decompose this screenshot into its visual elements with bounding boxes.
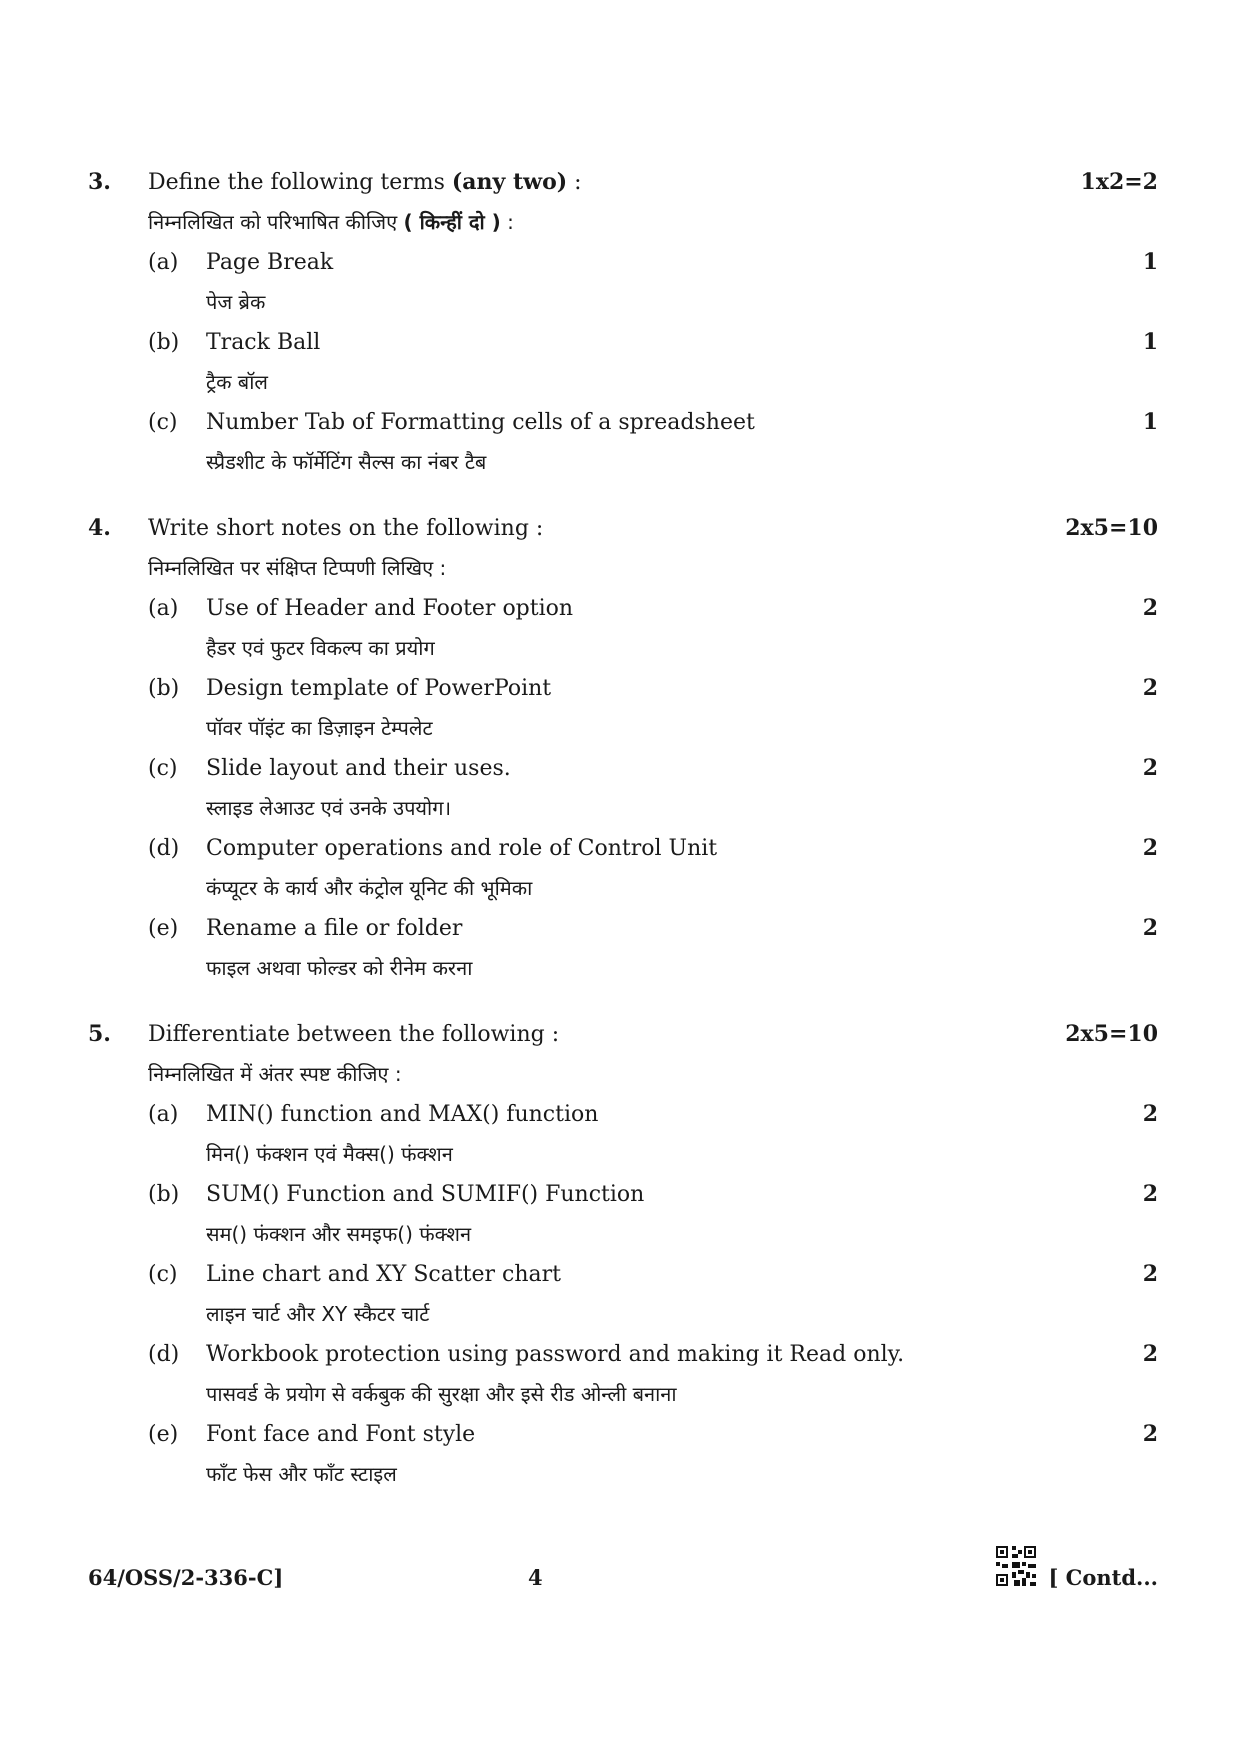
sub-question-text-en: Line chart and XY Scatter chart <box>206 1262 562 1287</box>
question-header <box>88 162 1158 202</box>
sub-question-marks: 1 <box>1142 329 1158 355</box>
sub-question <box>88 1094 1158 1134</box>
sub-question-text-en: Font face and Font style <box>206 1422 476 1447</box>
sub-question <box>88 668 1158 708</box>
sub-question-text-hi: कंप्यूटर के कार्य और कंट्रोल यूनिट की भूमिका <box>206 876 533 900</box>
sub-question-marks: 2 <box>1142 915 1158 941</box>
prompt-text: Define the following terms <box>148 170 452 195</box>
page-number: 4 <box>528 1565 543 1590</box>
sub-question-text-hi: ट्रैक बॉल <box>206 370 268 394</box>
question-5 <box>88 1014 1158 1494</box>
question-number: 4. <box>88 515 111 541</box>
sub-question-label: (c) <box>148 410 178 435</box>
question-paper-content <box>88 162 1158 1520</box>
sub-question-label: (b) <box>148 676 180 701</box>
paper-code: 64/OSS/2-336-C] <box>88 1565 284 1590</box>
sub-question-hi-row <box>88 362 1158 402</box>
question-number: 3. <box>88 169 111 195</box>
sub-question <box>88 322 1158 362</box>
question-header <box>88 508 1158 548</box>
sub-question-hi-row <box>88 868 1158 908</box>
sub-question-marks: 2 <box>1142 1261 1158 1287</box>
sub-question-label: (a) <box>148 596 179 621</box>
sub-question <box>88 828 1158 868</box>
sub-question-text-hi: पेज ब्रेक <box>206 290 266 314</box>
page-footer <box>88 1558 1158 1598</box>
sub-question-marks: 2 <box>1142 1101 1158 1127</box>
sub-question-marks: 2 <box>1142 675 1158 701</box>
question-prompt-hi-row <box>88 1054 1158 1094</box>
sub-question-hi-row <box>88 282 1158 322</box>
sub-question <box>88 242 1158 282</box>
sub-question-label: (b) <box>148 1182 180 1207</box>
question-prompt-en <box>148 162 1038 203</box>
sub-question-label: (a) <box>148 250 179 275</box>
sub-question <box>88 402 1158 442</box>
sub-question-label: (d) <box>148 1342 180 1367</box>
question-header <box>88 1014 1158 1054</box>
sub-question <box>88 1174 1158 1214</box>
sub-question-marks: 2 <box>1142 1181 1158 1207</box>
question-marks: 2x5=10 <box>1065 515 1158 541</box>
prompt-hi-emphasis: ( किन्हीं दो ) <box>403 210 501 234</box>
question-3 <box>88 162 1158 482</box>
question-prompt-hi-row <box>88 202 1158 242</box>
sub-question-hi-row <box>88 1374 1158 1414</box>
sub-question-text-hi: फाइल अथवा फोल्डर को रीनेम करना <box>206 956 473 980</box>
question-marks: 1x2=2 <box>1080 169 1158 195</box>
sub-question-text-en: Number Tab of Formatting cells of a spreadsheet <box>206 410 755 435</box>
sub-question-hi-row <box>88 708 1158 748</box>
sub-question-hi-row <box>88 1214 1158 1254</box>
question-prompt-hi <box>148 202 1158 242</box>
sub-question <box>88 1254 1158 1294</box>
sub-question-hi-row <box>88 1454 1158 1494</box>
sub-question <box>88 908 1158 948</box>
sub-question-text-hi: हैडर एवं फुटर विकल्प का प्रयोग <box>206 636 435 660</box>
sub-question-text-hi: स्प्रैडशीट के फॉर्मेटिंग सैल्स का नंबर टैब <box>206 450 487 474</box>
sub-question <box>88 1334 1158 1374</box>
sub-question-text-en: Computer operations and role of Control Unit <box>206 836 718 861</box>
sub-question-label: (e) <box>148 1422 179 1447</box>
sub-question <box>88 1414 1158 1454</box>
question-prompt-en: Write short notes on the following : <box>148 516 544 541</box>
sub-question <box>88 748 1158 788</box>
sub-question-text-hi: फाँट फेस और फाँट स्टाइल <box>206 1462 397 1486</box>
question-prompt-hi-row <box>88 548 1158 588</box>
sub-question-text-en: MIN() function and MAX() function <box>206 1102 599 1127</box>
sub-question-text-en: Workbook protection using password and making it Read only. <box>206 1342 905 1367</box>
prompt-suffix: : <box>567 170 582 195</box>
question-number: 5. <box>88 1021 111 1047</box>
sub-question-marks: 2 <box>1142 755 1158 781</box>
sub-question-text-en: SUM() Function and SUMIF() Function <box>206 1182 645 1207</box>
sub-question-text-hi: मिन() फंक्शन एवं मैक्स() फंक्शन <box>206 1142 453 1166</box>
question-prompt-en: Differentiate between the following : <box>148 1022 560 1047</box>
sub-question-marks: 2 <box>1142 595 1158 621</box>
sub-question-text-hi: सम() फंक्शन और समइफ() फंक्शन <box>206 1222 472 1246</box>
sub-question-hi-row <box>88 948 1158 988</box>
sub-question-label: (c) <box>148 1262 178 1287</box>
sub-question-text-en: Design template of PowerPoint <box>206 676 552 701</box>
sub-question-hi-row <box>88 1134 1158 1174</box>
sub-question-label: (c) <box>148 756 178 781</box>
question-prompt-hi: निम्नलिखित पर संक्षिप्त टिप्पणी लिखिए : <box>148 556 447 580</box>
question-4 <box>88 508 1158 988</box>
sub-question-text-hi: पासवर्ड के प्रयोग से वर्कबुक की सुरक्षा और इसे रीड ओन्ली बनाना <box>206 1382 677 1406</box>
sub-question-hi-row <box>88 628 1158 668</box>
sub-question-label: (e) <box>148 916 179 941</box>
sub-question-marks: 2 <box>1142 835 1158 861</box>
sub-question-text-en: Page Break <box>206 250 334 275</box>
sub-question-marks: 1 <box>1142 249 1158 275</box>
continued-marker: [ Contd... <box>1048 1565 1158 1590</box>
sub-question-label: (a) <box>148 1102 179 1127</box>
prompt-emphasis: (any two) <box>451 169 568 195</box>
question-prompt-hi: निम्नलिखित में अंतर स्पष्ट कीजिए : <box>148 1062 402 1086</box>
sub-question-text-hi: पॉवर पॉइंट का डिज़ाइन टेम्पलेट <box>206 716 433 740</box>
sub-question-marks: 1 <box>1142 409 1158 435</box>
sub-question-text-hi: स्लाइड लेआउट एवं उनके उपयोग। <box>206 796 452 820</box>
sub-question-hi-row <box>88 788 1158 828</box>
sub-question-marks: 2 <box>1142 1421 1158 1447</box>
prompt-hi-text: निम्नलिखित को परिभाषित कीजिए <box>148 210 404 234</box>
sub-question-label: (d) <box>148 836 180 861</box>
sub-question-text-en: Rename a file or folder <box>206 916 463 941</box>
sub-question-text-hi: लाइन चार्ट और XY स्कैटर चार्ट <box>206 1302 430 1326</box>
sub-question <box>88 588 1158 628</box>
prompt-hi-suffix: : <box>500 210 514 234</box>
sub-question-marks: 2 <box>1142 1341 1158 1367</box>
sub-question-text-en: Track Ball <box>206 330 321 355</box>
sub-question-text-en: Slide layout and their uses. <box>206 756 511 781</box>
sub-question-label: (b) <box>148 330 180 355</box>
question-marks: 2x5=10 <box>1065 1021 1158 1047</box>
sub-question-hi-row <box>88 442 1158 482</box>
qr-code-icon <box>996 1546 1036 1586</box>
sub-question-hi-row <box>88 1294 1158 1334</box>
sub-question-text-en: Use of Header and Footer option <box>206 596 574 621</box>
